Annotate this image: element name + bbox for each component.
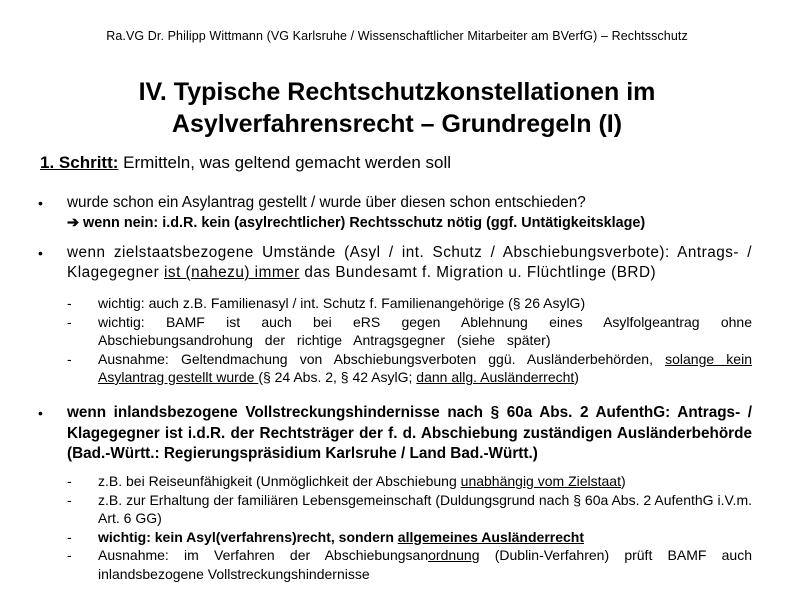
slide-title-line-2: Asylverfahrensrecht – Grundregeln (I) [171,110,623,138]
bullet-2-text-part-1: wenn zielstaatsbezogene Umstände (Asyl / int. Schutz / Abschiebungsverbote): Antrags- / Klagegegner [67,244,752,281]
sub-item-underlined: unabhängig vom Zielstaat [460,473,621,489]
list-item [67,294,752,313]
list-item [67,491,752,528]
dash-icon: - [67,491,72,508]
sub-item-underlined-2: dann allg. Ausländerrecht [416,369,575,385]
page-header: Ra.VG Dr. Philipp Wittmann (VG Karlsruhe / Wissenschaftlicher Mitarbeiter am BVerfG) – Rechtsschutz [106,29,688,43]
sub-item-underlined: ordnung [428,547,480,563]
list-item [67,472,752,491]
slide-title-line-1: IV. Typische Rechtschutzkonstellationen im [138,78,656,106]
sub-item-text-part-3: ) [574,369,579,385]
sub-item-text [98,546,752,583]
bullet-icon: • [38,195,43,211]
list-item [67,350,752,387]
dash-icon: - [67,313,72,330]
bullet-3-text: wenn inlandsbezogene Vollstreckungshindernisse nach § 60a Abs. 2 AufenthG: Antrags- / Klagegegner ist i.d.R. der Rechtsträger der f. d. Abschiebung zuständigen Ausländerbehörde (Bad.-Württ.: Regierungspräsidium Karlsruhe / Land Bad.-Württ.) [67,404,752,462]
dash-icon: - [67,528,72,545]
step-label: 1. Schritt: [40,153,119,172]
sub-item-text-part-1: z.B. bei Reiseunfähigkeit (Unmöglichkeit der Abschiebung [98,473,461,489]
bullet-2-text-part-2: das Bundesamt f. Migration u. Flüchtlinge (BRD) [299,264,657,281]
sub-item-text [98,350,752,387]
bullet-icon: • [38,245,43,261]
sub-item-text-part-2: (Dublin-Verfahren) prüft BAMF auch inlandsbezogene Vollstreckungshindernisse [98,547,752,582]
bullet-1-text: wurde schon ein Asylantrag gestellt / wurde über diesen schon entschieden? [67,194,586,211]
bullet-3-sublist [67,472,752,583]
sub-item-underlined: allgemeines Ausländerrecht [397,528,584,545]
bullet-1-conclusion-text: wenn nein: i.d.R. kein (asylrechtlicher) Rechtsschutz nötig (ggf. Untätigkeitsklage) [79,215,646,231]
sub-item-text-part-1: wichtig: kein Asyl(verfahrens)recht, sondern [98,528,398,545]
sub-item-text-part-2: ) [620,473,626,489]
sub-item-text-part-1: Ausnahme: im Verfahren der Abschiebungsan [98,547,429,563]
dash-icon: - [67,350,72,367]
sub-item-text: z.B. zur Erhaltung der familiären Lebensgemeinschaft (Duldungsgrund nach § 60a Abs. 2 AufenthG i.V.m. Art. 6 GG) [98,491,752,526]
step-text: Ermitteln, was geltend gemacht werden soll [118,153,452,172]
sub-item-underlined-1: solange kein Asylantrag gestellt wurde [98,350,752,385]
sub-item-text [98,472,752,491]
dash-icon: - [67,295,72,311]
list-item [67,546,752,583]
sub-item-text-part-2: (§ 24 Abs. 2, § 42 AsylG; [258,369,417,385]
list-item [67,313,752,350]
bullet-2-underlined: ist (nahezu) immer [164,264,300,281]
dash-icon: - [67,547,72,563]
bullet-1-conclusion [67,215,645,231]
bullet-2-sublist [67,294,752,387]
arrow-right-icon: ➔ [67,215,80,231]
list-item [67,528,752,547]
bullet-2-text [67,243,752,283]
bullet-icon: • [38,405,43,421]
step-heading [40,153,451,173]
sub-item-text [98,528,752,547]
sub-item-text: wichtig: BAMF ist auch bei eRS gegen Ablehnung eines Asylfolgeantrag ohne Abschiebungsandrohung der richtige Antragsgegner (siehe später) [98,313,752,348]
slide-title [40,76,754,140]
sub-item-text-part-1: Ausnahme: Geltendmachung von Abschiebungsverboten ggü. Ausländerbehörden, [98,350,666,367]
sub-item-text: wichtig: auch z.B. Familienasyl / int. Schutz f. Familienangehörige (§ 26 AsylG) [98,295,586,311]
dash-icon: - [67,473,72,489]
